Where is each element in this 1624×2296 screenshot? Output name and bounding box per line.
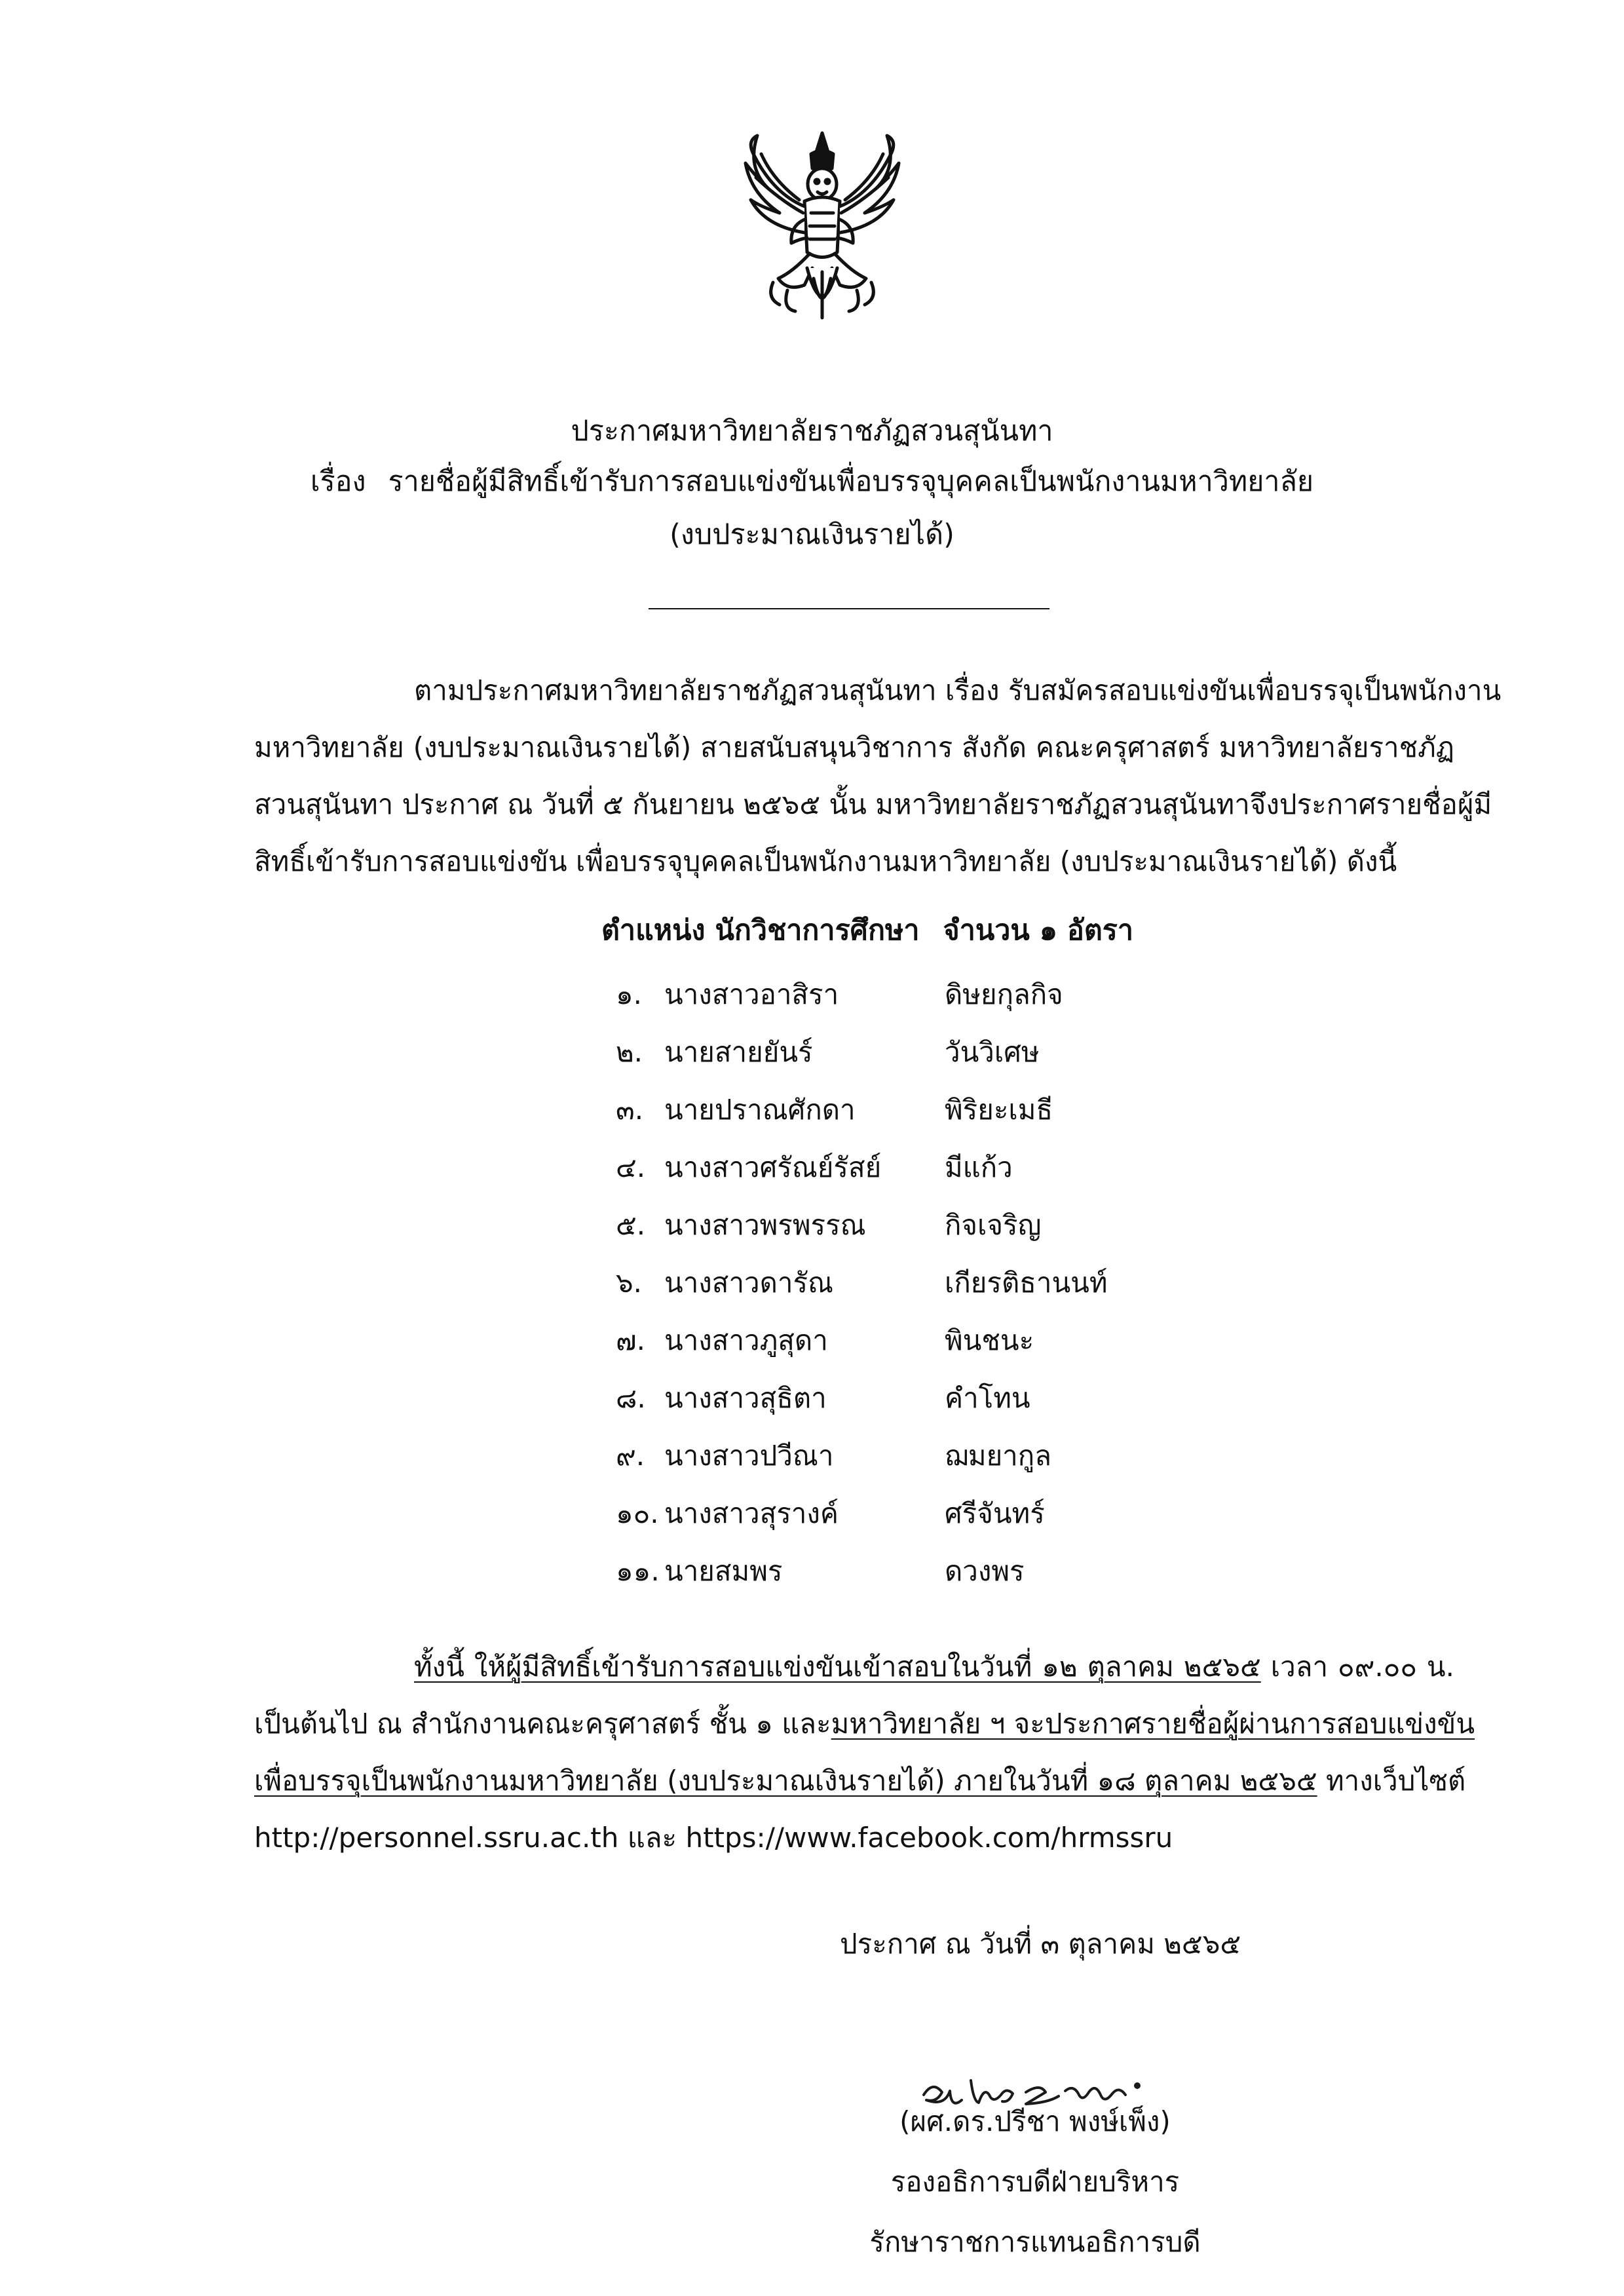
announcement-title: ประกาศมหาวิทยาลัยราชภัฏสวนสุนันทา [571,415,1053,448]
candidate-number: ๙. [616,1440,645,1472]
subject-label: เรื่อง [310,465,366,498]
intro-line-1: ตามประกาศมหาวิทยาลัยราชภัฏสวนสุนันทา เรื่อง รับสมัครสอบแข่งขันเพื่อบรรจุเป็นพนักงาน [414,674,1501,706]
candidate-last-name: มีแก้ว [945,1151,1013,1183]
notice-line-2 [254,1695,1475,1752]
title-divider [649,608,1049,609]
subject-text: รายชื่อผู้มีสิทธิ์เข้ารับการสอบแข่งขันเพื่อบรรจุบุคคลเป็นพนักงานมหาวิทยาลัย [388,465,1314,498]
candidate-last-name: กิจเจริญ [945,1209,1042,1241]
candidate-list [616,975,1205,1609]
candidate-number: ๑. [616,978,643,1010]
candidate-first-name: นางสาวสุธิตา [664,1382,827,1414]
candidate-number: ๖. [616,1267,643,1299]
candidate-first-name: นางสาวภูสุดา [664,1324,828,1356]
candidate-first-name: นางสาวพรพรรณ [664,1209,866,1241]
candidate-first-name: นางสาวสุรางค์ [664,1497,839,1529]
intro-line-3: สวนสุนันทา ประกาศ ณ วันที่ ๕ กันยายน ๒๕๖๕ นั้น มหาวิทยาลัยราชภัฏสวนสุนันทาจึงประกาศรายชื่อผู้มี [254,788,1492,820]
list-item [616,1379,1205,1436]
candidate-first-name: นางสาวปวีณา [664,1440,834,1472]
list-item [616,1494,1205,1552]
candidate-number: ๕. [616,1209,646,1241]
candidate-number: ๔. [616,1151,646,1183]
signatory-title: รองอธิการบดีฝ่ายบริหาร [890,2166,1180,2198]
candidate-number: ๑๑. [616,1555,660,1587]
announcement-subject [0,462,1624,501]
notice-websites: http://personnel.ssru.ac.th และ https://www.facebook.com/hrmssru [254,1822,1173,1854]
candidate-last-name: ฌมยากูล [945,1440,1051,1472]
intro-line-4: สิทธิ์เข้ารับการสอบแข่งขัน เพื่อบรรจุบุคคลเป็นพนักงานมหาวิทยาลัย (งบประมาณเงินรายได้) ดังนี้ [254,845,1397,877]
signatory-acting-title: รักษาราชการแทนอธิการบดี [869,2226,1201,2258]
list-item [616,1552,1205,1609]
intro-paragraph [254,662,1501,890]
list-item [616,1206,1205,1263]
candidate-first-name: นายสมพร [664,1555,783,1587]
notice-line-3 [254,1752,1466,1809]
candidate-number: ๓. [616,1094,644,1126]
candidate-last-name: ศรีจันทร์ [945,1497,1045,1529]
list-item [616,1436,1205,1494]
notice-exam-time: เวลา ๐๙.๐๐ น. [1270,1651,1454,1683]
candidate-first-name: นายปราณศักดา [664,1094,856,1126]
candidate-last-name: คำโทน [945,1382,1030,1414]
candidate-last-name: พิริยะเมธี [945,1094,1053,1126]
candidate-last-name: เกียรติธานนท์ [945,1267,1108,1299]
candidate-number: ๘. [616,1382,646,1414]
candidate-first-name: นางสาวดารัณ [664,1267,833,1299]
list-item [616,975,1205,1033]
candidate-last-name: วันวิเศษ [945,1036,1040,1068]
notice-line-1 [254,1638,1454,1695]
position-label: ตำแหน่ง นักวิชาการศึกษา [601,914,920,947]
candidate-first-name: นายสายยันร์ [664,1036,813,1068]
position-count: จำนวน ๑ อัตรา [943,914,1134,947]
signatory-name: (ผศ.ดร.ปรีชา พงษ์เพ็ง) [899,2105,1171,2137]
candidate-number: ๑๐. [616,1497,659,1529]
announcement-date: ประกาศ ณ วันที่ ๓ ตุลาคม ๒๕๖๕ [840,1928,1241,1960]
list-item [616,1033,1205,1090]
candidate-last-name: ดวงพร [945,1555,1025,1587]
candidate-number: ๗. [616,1324,645,1356]
notice-results-date: เพื่อบรรจุเป็นพนักงานมหาวิทยาลัย (งบประมาณเงินรายได้) ภายในวันที่ ๑๘ ตุลาคม ๒๕๖๕ [254,1765,1317,1797]
intro-line-2: มหาวิทยาลัย (งบประมาณเงินรายได้) สายสนับสนุนวิชาการ สังกัด คณะครุศาสตร์ มหาวิทยาลัยราชภัฏ [254,731,1454,763]
garuda-emblem-icon [727,128,917,337]
candidate-first-name: นางสาวอาสิรา [664,978,839,1010]
subject-note: (งบประมาณเงินรายได้) [670,518,954,551]
list-item [616,1321,1205,1379]
candidate-last-name: ดิษยกุลกิจ [945,978,1063,1010]
list-item [616,1090,1205,1148]
notice-website-label: ทางเว็บไซต์ [1326,1765,1466,1797]
candidate-first-name: นางสาวศรัณย์รัสย์ [664,1151,882,1183]
notice-paragraph [254,1638,1475,1866]
notice-exam-date: ทั้งนี้ ให้ผู้มีสิทธิ์เข้ารับการสอบแข่งขันเข้าสอบในวันที่ ๑๒ ตุลาคม ๒๕๖๕ [414,1651,1261,1683]
candidate-number: ๒. [616,1036,643,1068]
position-heading [601,911,1133,950]
candidate-last-name: พินชนะ [945,1324,1034,1356]
notice-location: เป็นต้นไป ณ สำนักงานคณะครุศาสตร์ ชั้น ๑ และ [254,1708,831,1740]
notice-results-announcement: มหาวิทยาลัย ฯ จะประกาศรายชื่อผู้ผ่านการสอบแข่งขัน [831,1708,1475,1740]
list-item [616,1148,1205,1206]
list-item [616,1263,1205,1321]
